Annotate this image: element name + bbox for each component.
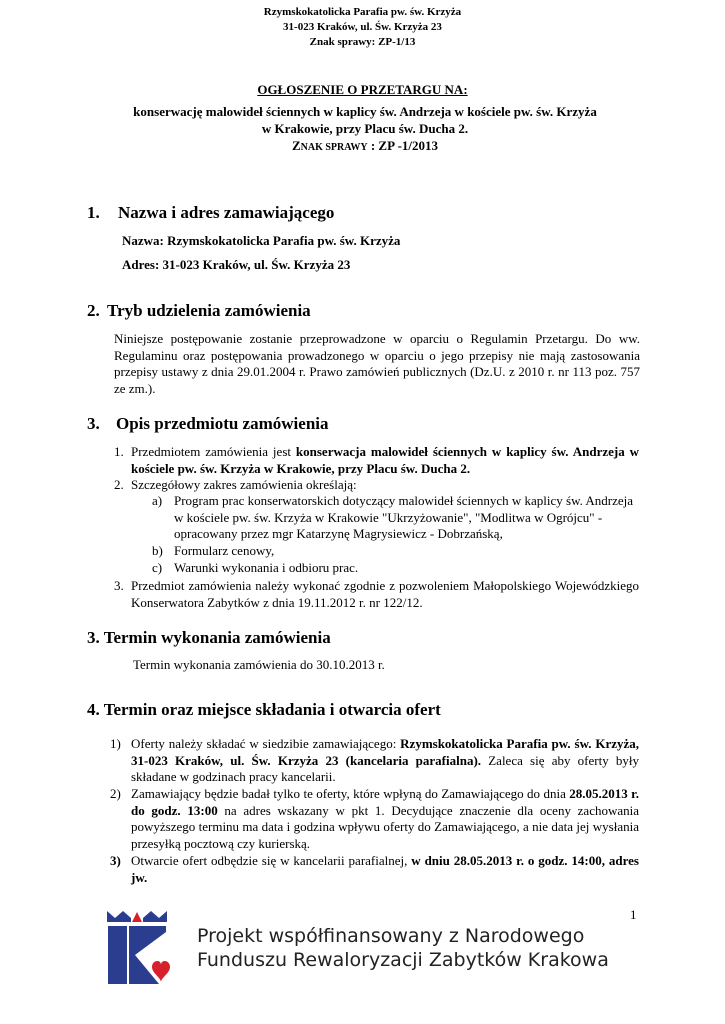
section-3-sub-c: Warunki wykonania i odbioru prac. — [174, 560, 359, 575]
section-2-heading: Tryb udzielenia zamówienia — [107, 301, 311, 320]
section-3-heading: Opis przedmiotu zamówienia — [116, 414, 329, 433]
section-4-item-2: Zamawiający będzie badał tylko te oferty, które wpłyną do Zamawiającego do dnia 28.05.2013 r. do godz. 13:00 na adres wskazany w pkt 1. Decydujące znaczenie dla oceny zachowania powyższego terminu ma data i godzina wpływu oferty do Zamawiającego, a nie data jej wysłania przesyłką pocztową czy kurierską. — [131, 786, 639, 851]
header-line-case-number: Znak sprawy: ZP-1/13 — [309, 36, 416, 48]
section-2-text: Niniejsze postępowanie zostanie przeprowadzone w oparciu o Regulamin Przetargu. Do ww. Regulaminu oraz postępowania prowadzonego w oparciu o jego przepisy nie mają zastosowania przepisy ustawy z dnia 29.01.2004 r. Prawo zamówień publicznych (Dz.U. z 2010 r. nr 113 poz. 757 ze zm.). — [114, 331, 640, 396]
section-3-item-2-number: 2. — [114, 477, 124, 492]
header-line-address: 31-023 Kraków, ul. Św. Krzyża 23 — [283, 21, 442, 33]
section-3-item-1: Przedmiotem zamówienia jest konserwacja malowideł ściennych w kaplicy św. Andrzeja w kościele pw. św. Krzyża w Krakowie, przy Placu św. Ducha 2. — [131, 444, 639, 476]
logo-crown — [107, 911, 167, 922]
section-3b-heading: 3. Termin wykonania zamówienia — [87, 628, 331, 647]
subject — [60, 103, 670, 156]
footer-line-2: Funduszu Rewaloryzacji Zabytków Krakowa — [197, 949, 609, 971]
section-4-item-3-number: 3) — [110, 853, 121, 868]
subject-line-1: konserwację malowideł ściennych w kaplicy św. Andrzeja w kościele pw. św. Krzyża — [133, 104, 597, 119]
section-3b-text: Termin wykonania zamówienia do 30.10.2013 r. — [133, 657, 385, 672]
section-3-item-2: Szczegółowy zakres zamówienia określają: — [131, 477, 357, 492]
section-4-heading: 4. Termin oraz miejsce składania i otwarcia ofert — [87, 700, 441, 719]
section-3-item-3: Przedmiot zamówienia należy wykonać zgodnie z pozwoleniem Małopolskiego Wojewódzkiego Konserwatora Zabytków z dnia 19.11.2012 r. nr 122/12. — [131, 578, 639, 610]
logo-bar — [108, 926, 127, 984]
subject-line-2: w Krakowie, przy Placu św. Ducha 2. — [261, 121, 469, 136]
section-3-sub-a-label: a) — [152, 493, 163, 508]
section-3-item-1-number: 1. — [114, 444, 124, 459]
header-line-parish: Rzymskokatolicka Parafia pw. św. Krzyża — [263, 6, 462, 18]
section-1-number: 1. — [87, 203, 100, 222]
logo-upper-arm — [129, 926, 166, 955]
section-3-sub-b-label: b) — [152, 543, 163, 558]
section-4-item-1-number: 1) — [110, 736, 121, 751]
subject-reference: ZNAK SPRAWY : ZP -1/2013 — [291, 138, 439, 153]
page-number: 1 — [630, 907, 637, 922]
section-3-number: 3. — [87, 414, 100, 433]
section-4-item-3: Otwarcie ofert odbędzie się w kancelarii parafialnej, w dniu 28.05.2013 r. o godz. 14:00, adres jw. — [131, 853, 639, 885]
footer-line-1: Projekt współfinansowany z Narodowego — [197, 925, 585, 947]
section-3-sub-a: Program prac konserwatorskich dotyczący malowideł ściennych w kaplicy św. Andrzeja w kościele pw. św. Krzyża w Krakowie "Ukrzyżowanie", "Modlitwa w Ogrójcu" - opracowany przez mgr Katarzynę Magrysiewicz - Dobrzańską, — [174, 493, 634, 541]
section-3-sub-c-label: c) — [152, 560, 163, 575]
section-1-heading: Nazwa i adres zamawiającego — [118, 203, 335, 222]
section-1-name: Nazwa: Rzymskokatolicka Parafia pw. św. Krzyża — [122, 233, 401, 248]
section-1-address: Adres: 31-023 Kraków, ul. Św. Krzyża 23 — [122, 257, 351, 272]
section-4-item-2-number: 2) — [110, 786, 121, 801]
section-4-item-1: Oferty należy składać w siedzibie zamawiającego: Rzymskokatolicka Parafia pw. św. Krzyża, 31-023 Kraków, ul. Św. Krzyża 23 (kancelaria parafialna). Zaleca się aby oferty były składane w godzinach pracy kancelarii. — [131, 736, 640, 784]
section-3-sub-b: Formularz cenowy, — [174, 543, 275, 558]
section-2-number: 2. — [87, 301, 100, 320]
section-3-item-3-number: 3. — [114, 578, 124, 593]
document-title: OGŁOSZENIE O PRZETARGU NA: — [257, 82, 468, 97]
fundusz-logo — [104, 908, 176, 988]
